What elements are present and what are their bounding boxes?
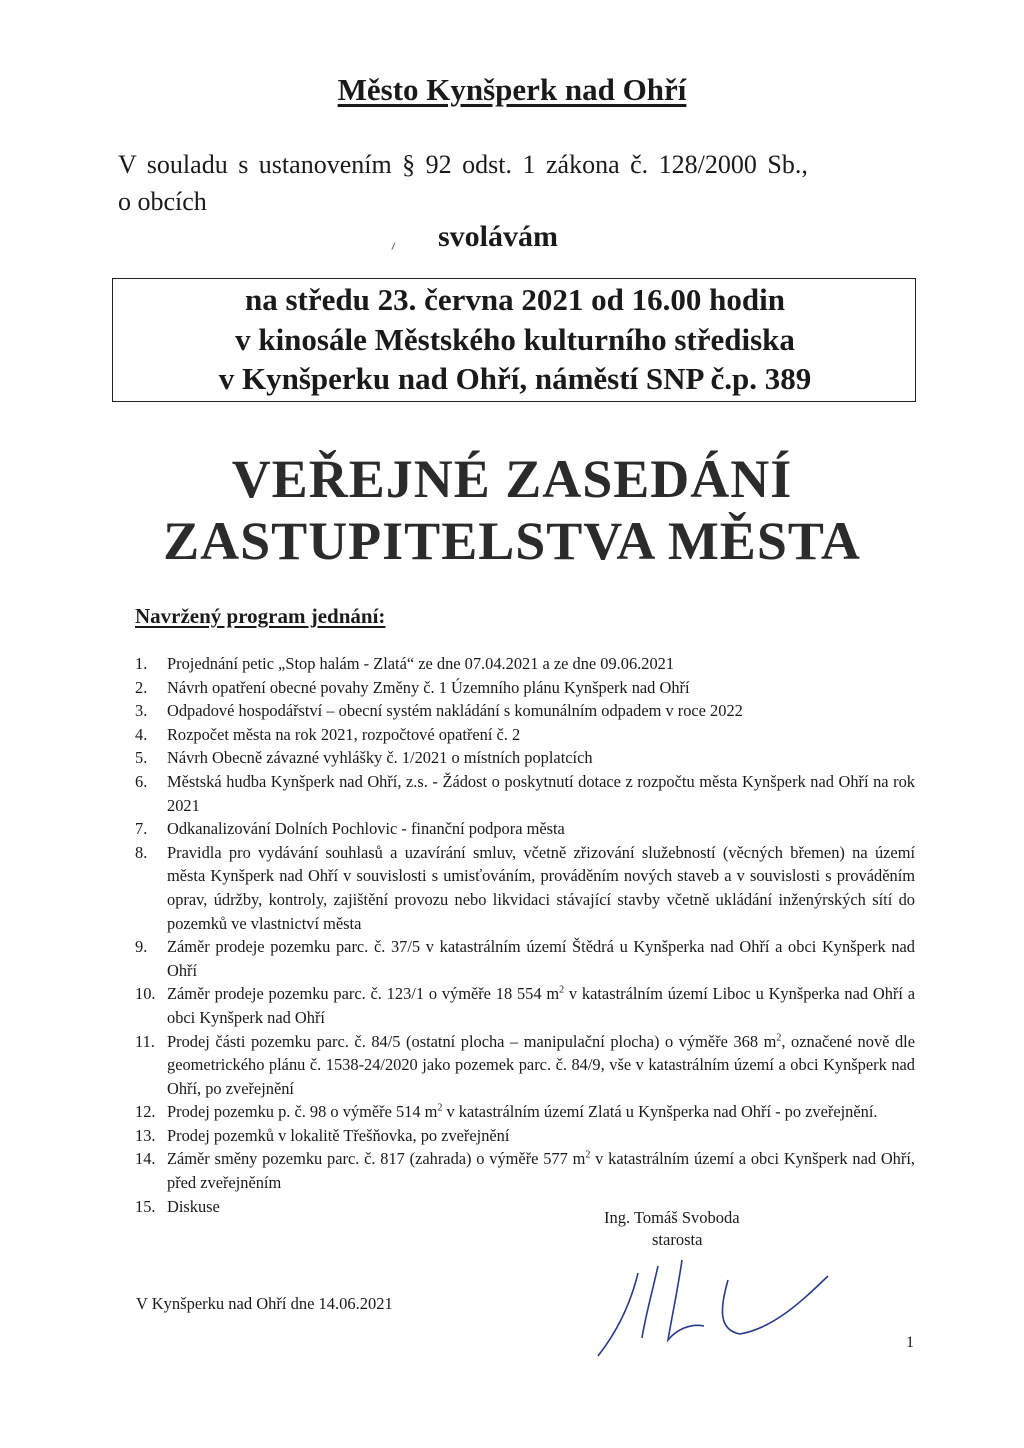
agenda-item-text: Návrh Obecně závazné vyhlášky č. 1/2021 o místních poplatcích (167, 748, 593, 768)
agenda-item (135, 723, 915, 747)
agenda-item (135, 817, 915, 841)
agenda-item-text-part: v katastrálním území Zlatá u Kynšperka nad Ohří - po zveřejnění. (442, 1102, 878, 1122)
handwritten-signature (590, 1238, 840, 1358)
agenda-list (135, 652, 915, 1218)
agenda-item (135, 1147, 915, 1194)
page-number: 1 (906, 1334, 914, 1351)
main-heading-line-1: VEŘEJNÉ ZASEDÁNÍ (231, 449, 793, 509)
main-heading-line-2: ZASTUPITELSTVA MĚSTA (163, 511, 861, 571)
agenda-item-number: 15. (135, 1196, 156, 1216)
agenda-item-text-part: Prodej pozemku p. č. 98 o výměře 514 m (167, 1102, 438, 1122)
agenda-item-text-part: v katastrálním území Liboc u Kynšperka nad Ohří a obci Kynšperk nad Ohří (167, 984, 915, 1027)
agenda-item-number: 3. (135, 701, 148, 721)
agenda-item-number: 1. (135, 654, 148, 673)
agenda-item-number: 14. (135, 1149, 156, 1169)
area-unit-superscript: 2 (776, 1032, 782, 1044)
agenda-item-text-part: v katastrálním území a obci Kynšperk nad Ohří, před zveřejněním (167, 1149, 915, 1193)
agenda-item (135, 1030, 915, 1101)
agenda-item (135, 982, 915, 1029)
agenda-item-number: 10. (135, 984, 156, 1004)
intro-line-2: o obcích (118, 187, 207, 216)
agenda-item-number: 6. (135, 771, 148, 791)
agenda-item (135, 1195, 915, 1219)
agenda-item-number: 4. (135, 724, 148, 744)
agenda-item-text-part: Záměr směny pozemku parc. č. 817 (zahrada) o výměře 577 m (167, 1149, 586, 1169)
signer-role: starosta (652, 1230, 703, 1249)
agenda-item-text: Městská hudba Kynšperk nad Ohří, z.s. - Žádost o poskytnutí dotace z rozpočtu města Kynšperk nad Ohří na rok 2021 (167, 771, 915, 815)
agenda-item-text-part: , označené nově dle geometrického plánu č. 1538-24/2020 jako pozemek parc. č. 84/9, vše v katastrálním území a obci Kynšperk nad Ohří, po zveřejnění (167, 1031, 915, 1098)
agenda-item-text: Pravidla pro vydávání souhlasů a uzavírání smluv, včetně zřizování služebností (věcných břemen) na území města Kynšperk nad Ohří v souvislosti s umisťováním, prováděním nových staveb a v souvislosti s prováděním oprav, údržby, kontroly, zajištění provozu nebo likvidaci stávající stavby včetně ukládání inženýrských sítí do pozemků ve vlastnictví města (167, 842, 915, 933)
agenda-item (135, 841, 915, 935)
agenda-item-text: Návrh opatření obecné povahy Změny č. 1 Územního plánu Kynšperk nad Ohří (167, 677, 690, 697)
agenda-item-text (167, 1149, 915, 1192)
agenda-item-number: 7. (135, 819, 148, 839)
legal-intro (118, 146, 918, 220)
agenda-item-text: Diskuse (167, 1196, 220, 1216)
agenda-item (135, 935, 915, 982)
intro-line-1: V souladu s ustanovením § 92 odst. 1 zákona č. 128/2000 Sb., (118, 150, 808, 179)
main-heading (0, 448, 1024, 572)
area-unit-superscript: 2 (585, 1150, 591, 1161)
agenda-item (135, 770, 915, 817)
meeting-date-line: na středu 23. června 2021 od 16.00 hodin (245, 282, 785, 317)
agenda-item-number: 8. (135, 842, 148, 862)
agenda-item (135, 1100, 915, 1124)
agenda-item-text: Odpadové hospodářství – obecní systém nakládání s komunálním odpadem v roce 2022 (167, 701, 743, 721)
agenda-item (135, 676, 915, 700)
signer-name: Ing. Tomáš Svoboda (604, 1208, 740, 1227)
agenda-item (135, 699, 915, 723)
pen-mark: ⸝ (385, 234, 400, 253)
convene-word: svolávám (438, 220, 558, 253)
agenda-item (135, 746, 915, 770)
agenda-item-text (167, 1032, 915, 1098)
agenda-item-number: 11. (135, 1031, 155, 1051)
agenda-item-number: 5. (135, 748, 148, 768)
meeting-venue-line: v kinosále Městského kulturního střediska (235, 322, 795, 357)
agenda-item-text: Projednání petic „Stop halám - Zlatá“ ze dne 07.04.2021 a ze dne 09.06.2021 (167, 654, 675, 673)
place-date: V Kynšperku nad Ohří dne 14.06.2021 (136, 1294, 393, 1313)
agenda-item-text (167, 1102, 878, 1121)
agenda-item (135, 1124, 915, 1148)
area-unit-superscript: 2 (559, 984, 565, 996)
agenda-item-number: 12. (135, 1102, 156, 1122)
agenda-item-text-part: Záměr prodeje pozemku parc. č. 123/1 o výměře 18 554 m (167, 984, 560, 1004)
agenda-item-number: 2. (135, 677, 148, 697)
page-title: Město Kynšperk nad Ohří (337, 72, 687, 107)
agenda-item-text: Rozpočet města na rok 2021, rozpočtové opatření č. 2 (167, 724, 521, 744)
agenda-item-text (167, 984, 915, 1027)
agenda-item-text-part: Prodej části pozemku parc. č. 84/5 (ostatní plocha – manipulační plocha) o výměře 368 m (167, 1031, 777, 1051)
meeting-address-line: v Kynšperku nad Ohří, náměstí SNP č.p. 389 (218, 361, 812, 396)
agenda-item (135, 652, 915, 676)
agenda-item-text: Záměr prodeje pozemku parc. č. 37/5 v katastrálním území Štědrá u Kynšperka nad Ohří a obci Kynšperk nad Ohří (167, 937, 915, 980)
agenda-item-text: Prodej pozemků v lokalitě Třešňovka, po zveřejnění (167, 1125, 510, 1145)
program-heading: Navržený program jednání: (135, 604, 386, 628)
agenda-item-number: 13. (135, 1125, 156, 1145)
area-unit-superscript: 2 (437, 1102, 443, 1114)
agenda-item-text: Odkanalizování Dolních Pochlovic - finanční podpora města (167, 819, 565, 839)
agenda-item-number: 9. (135, 937, 148, 957)
